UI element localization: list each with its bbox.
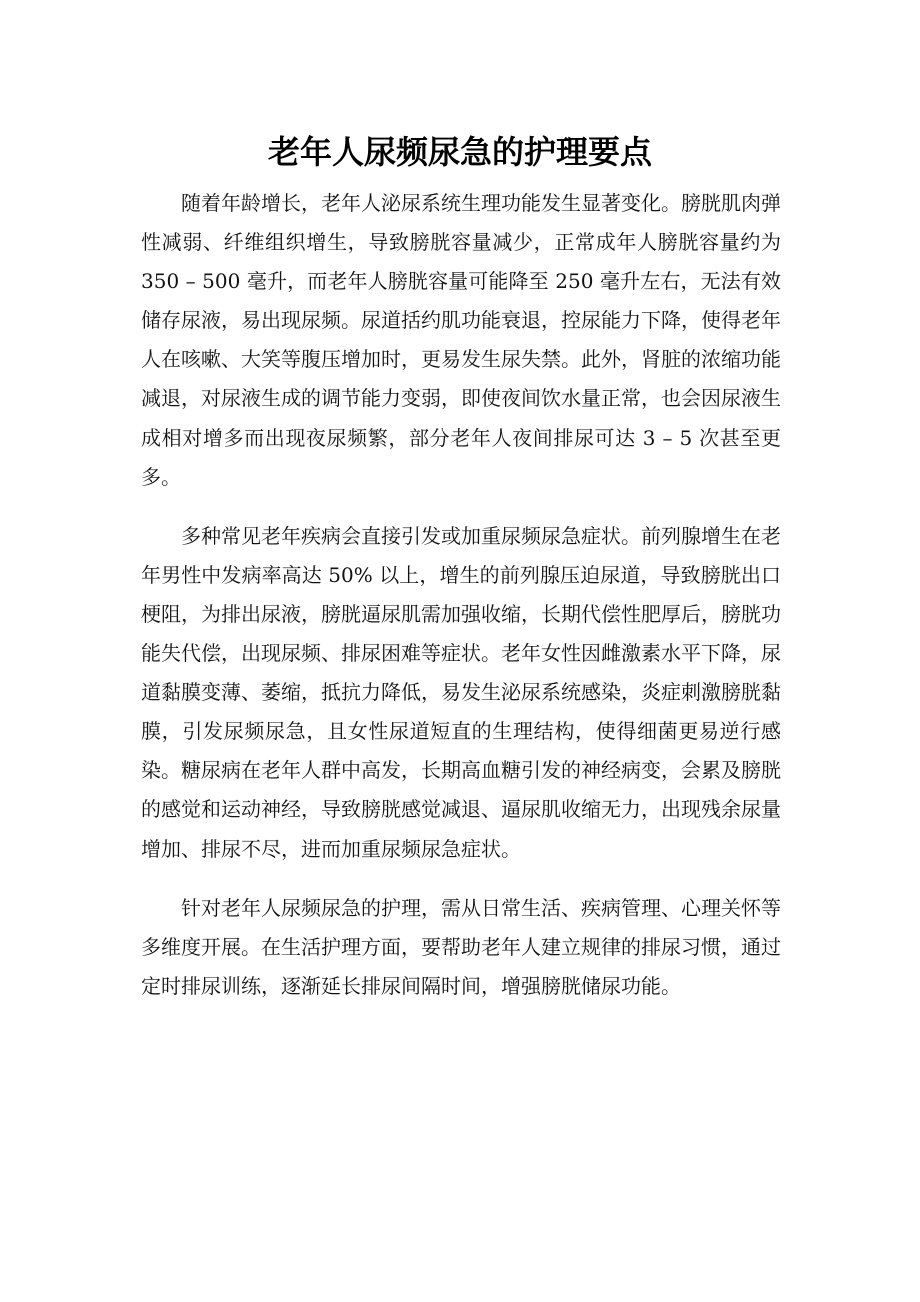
paragraph-common-diseases: 多种常见老年疾病会直接引发或加重尿频尿急症状。前列腺增生在老年男性中发病率高达 50% 以上，增生的前列腺压迫尿道，导致膀胱出口梗阻，为排出尿液，膀胱逼尿肌需加强收缩，长期代偿性肥厚后，膀胱功能失代偿，出现尿频、排尿困难等症状。老年女性因雌激素水平下降，尿道黏膜变薄、萎缩，抵抗力降低，易发生泌尿系统感染，炎症刺激膀胱黏膜，引发尿频尿急，且女性尿道短直的生理结构，使得细菌更易逆行感染。糖尿病在老年人群中高发，长期高血糖引发的神经病变，会累及膀胱的感觉和运动神经，导致膀胱感觉减退、逼尿肌收缩无力，出现残余尿量增加、排尿不尽，进而加重尿频尿急症状。 <box>141 523 781 861</box>
paragraph-nursing-care: 针对老年人尿频尿急的护理，需从日常生活、疾病管理、心理关怀等多维度开展。在生活护理方面，要帮助老年人建立规律的排尿习惯，通过定时排尿训练，逐渐延长排尿间隔时间，增强膀胱储尿功能。 <box>141 895 781 998</box>
document-body <box>141 184 781 1026</box>
document-title: 老年人尿频尿急的护理要点 <box>267 133 652 171</box>
paragraph-aging-physiology: 随着年龄增长，老年人泌尿系统生理功能发生显著变化。膀胱肌肉弹性减弱、纤维组织增生，导致膀胱容量减少，正常成年人膀胱容量约为 350 – 500 毫升，而老年人膀胱容量可能降至 250 毫升左右，无法有效储存尿液，易出现尿频。尿道括约肌功能衰退，控尿能力下降，使得老年人在咳嗽、大笑等腹压增加时，更易发生尿失禁。此外，肾脏的浓缩功能减退，对尿液生成的调节能力变弱，即使夜间饮水量正常，也会因尿液生成相对增多而出现夜尿频繁，部分老年人夜间排尿可达 3 – 5 次甚至更多。 <box>141 191 781 489</box>
